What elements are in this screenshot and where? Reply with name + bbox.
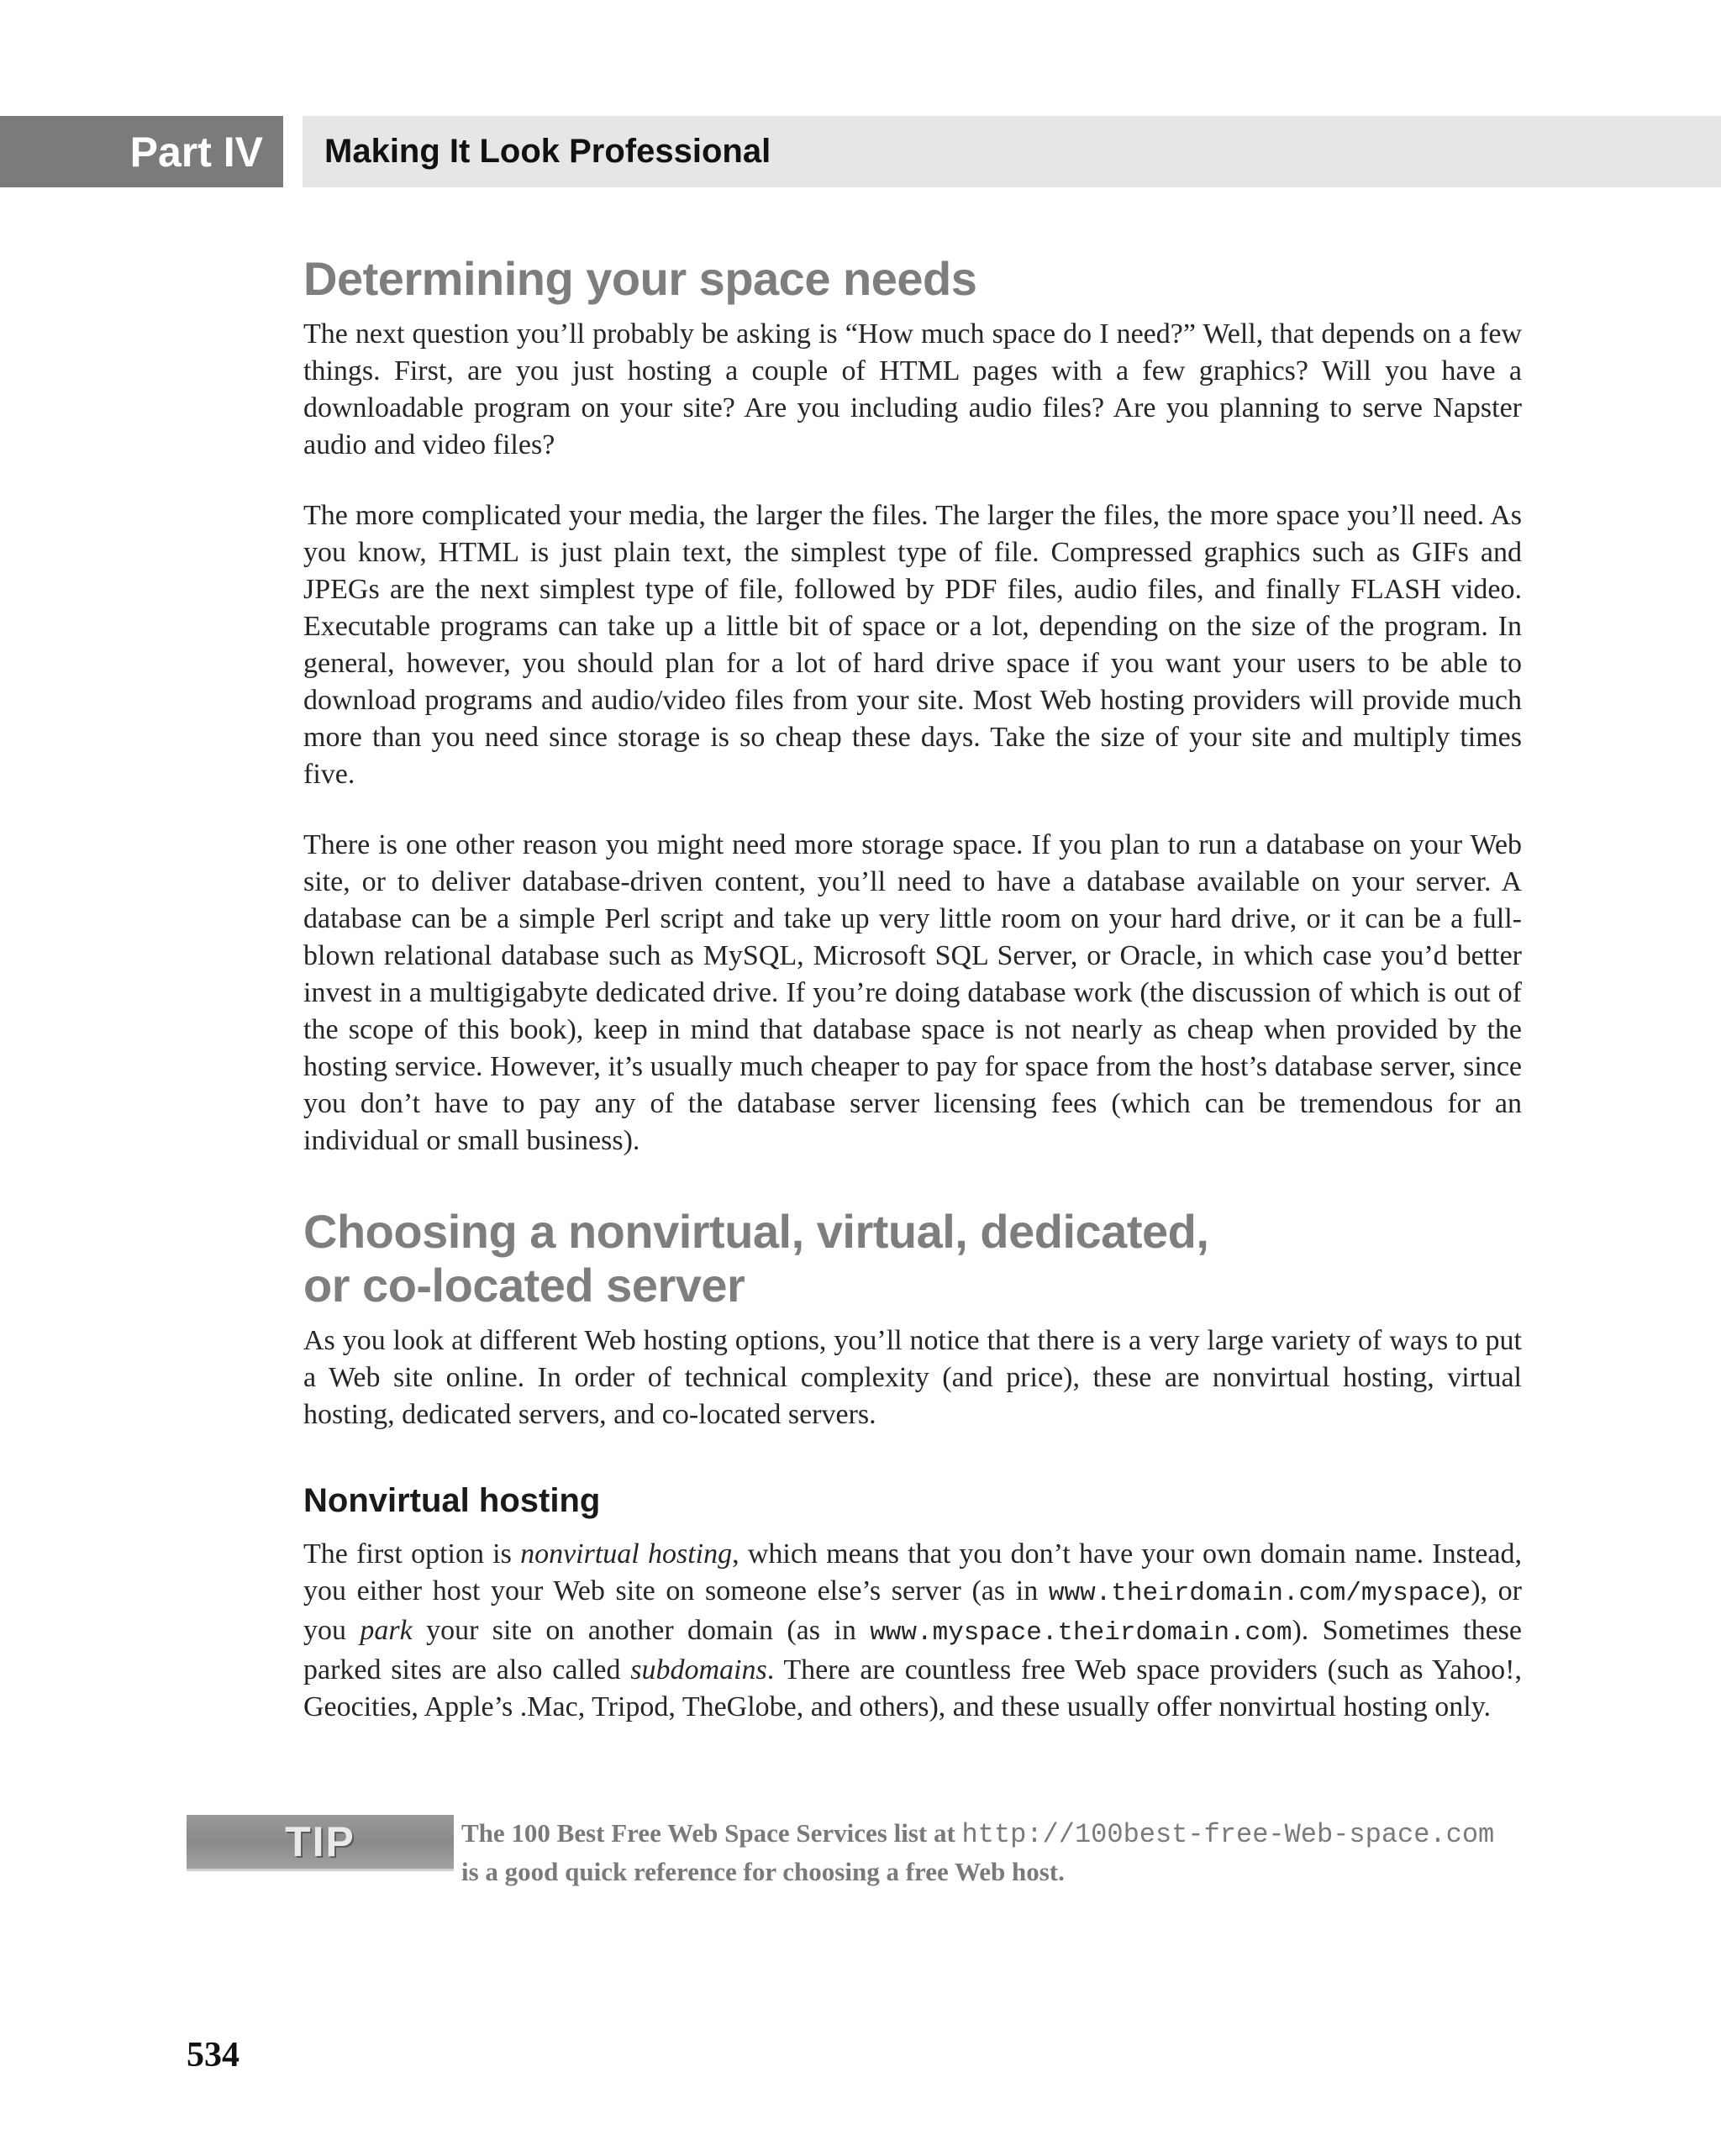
nonvirtual-text-4: your site on another domain (as in: [412, 1615, 871, 1646]
part-title-bar: [303, 116, 1721, 187]
page-number: 534: [187, 2036, 239, 2074]
nonvirtual-em-1: nonvirtual hosting: [520, 1538, 733, 1570]
heading-space-needs: Determining your space needs: [303, 252, 977, 305]
tip-url: http://100best-free-Web-space.com: [961, 1819, 1495, 1850]
nonvirtual-text-2: , which means that you don’t have your own domain name. Instead, you either host your Web site on someone else’s server (as in: [303, 1538, 1522, 1606]
paragraph-server-types: As you look at different Web hosting options, you’ll notice that there is a very large variety of ways to put a Web site online. In order of technical complexity (and price), these are nonvirtual hosting, virtual hosting, dedicated servers, and co-located servers.: [303, 1325, 1522, 1430]
paragraph-space-3: There is one other reason you might need more storage space. If you plan to run a database on your Web site, or to deliver database-driven content, you’ll need to have a database available on your server. A database can be a simple Perl script and take up very little room on your hard drive, or it can be a full-blown relational database such as MySQL, Microsoft SQL Server, or Oracle, in which case you’d better invest in a multigigabyte dedicated drive. If you’re doing database work (the discussion of which is out of the scope of this book), keep in mind that database space is not nearly as cheap when provided by the hosting service. However, it’s usually much cheaper to pay for space from the host’s database server, since you don’t have to pay any of the database server licensing fees (which can be tremendous for an individual or small business).: [303, 829, 1522, 1156]
heading-server-types-line2: or co-located server: [303, 1259, 745, 1312]
nonvirtual-text-5: ). Sometimes these parked sites are also called: [303, 1615, 1523, 1685]
nonvirtual-em-3: subdomains: [630, 1654, 767, 1685]
tip-badge-label: TIP: [285, 1818, 355, 1865]
tip-text: [461, 1815, 1512, 1890]
nonvirtual-text-3: ), or you: [303, 1575, 1522, 1646]
heading-server-types: [303, 1205, 1522, 1312]
nonvirtual-em-2: park: [360, 1615, 413, 1646]
paragraph-space-1: The next question you’ll probably be asking is “How much space do I need?” Well, that depends on a few things. First, are you just hosting a couple of HTML pages with a few graphics? Will you have a downloadable program on your site? Are you including audio files? Are you planning to serve Napster audio and video files?: [303, 318, 1522, 460]
tip-text-2: is a good quick reference for choosing a free Web host.: [461, 1857, 1065, 1886]
page-content: [303, 252, 1522, 1726]
paragraph-space-2: The more complicated your media, the larger the files. The larger the files, the more space you’ll need. As you know, HTML is just plain text, the simplest type of file. Compressed graphics such as GIFs and JPEGs are the next simplest type of file, followed by PDF files, audio files, and finally FLASH video. Executable programs can take up a little bit of space or a lot, depending on the size of the program. In general, however, you should plan for a lot of hard drive space if you want your users to be able to download programs and audio/video files from your site. Most Web hosting providers will provide much more than you need since storage is so cheap these days. Take the size of your site and multiply times five.: [303, 500, 1522, 790]
heading-server-types-line1: Choosing a nonvirtual, virtual, dedicated,: [303, 1205, 1209, 1258]
heading-nonvirtual: Nonvirtual hosting: [303, 1482, 601, 1519]
paragraph-nonvirtual: [303, 1536, 1522, 1726]
tip-badge: [187, 1815, 454, 1871]
nonvirtual-text-1: The first option is: [303, 1538, 521, 1570]
part-label-text: Part IV: [129, 128, 263, 176]
part-title: Making It Look Professional: [324, 133, 771, 170]
nonvirtual-text-6: . There are countless free Web space providers (such as Yahoo!, Geocities, Apple’s .Mac, Tripod, TheGlobe, and others), and these usually offer nonvirtual hosting only.: [303, 1654, 1522, 1722]
part-label: [0, 116, 283, 187]
nonvirtual-code-2: www.myspace.theirdomain.com: [870, 1618, 1292, 1648]
nonvirtual-code-1: www.theirdomain.com/myspace: [1048, 1579, 1471, 1608]
tip-text-1: The 100 Best Free Web Space Services list at: [461, 1818, 962, 1848]
